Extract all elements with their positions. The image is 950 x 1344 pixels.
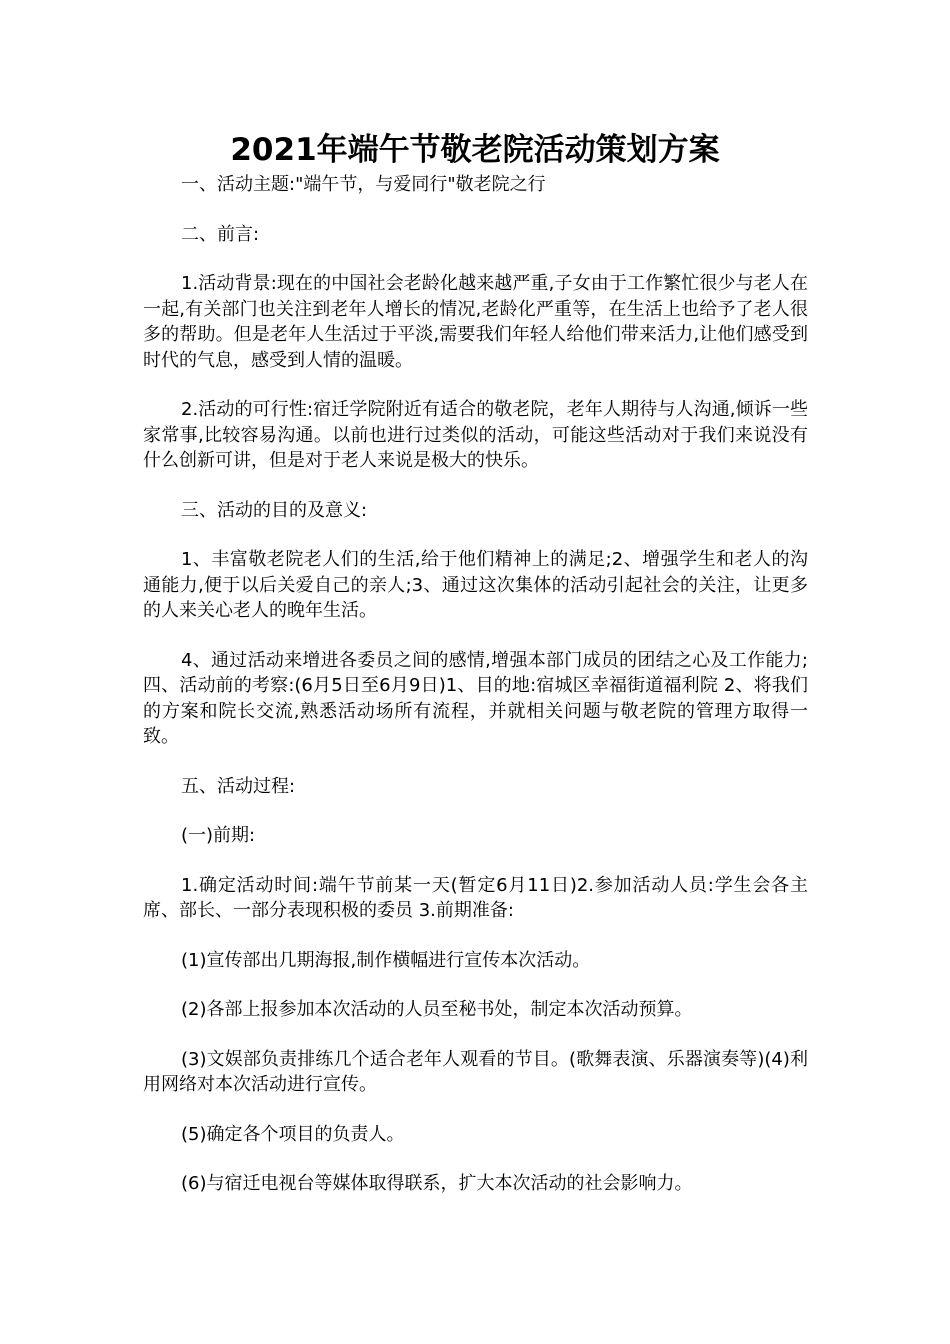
section-preface-heading: 二、前言: (181, 223, 260, 245)
section-theme: 一、活动主题:"端午节，与爱同行"敬老院之行 (181, 174, 546, 195)
paragraph-background: 1.活动背景:现在的中国社会老龄化越来越严重,子女由于工作繁忙很少与老人在一起,有关部门也关注到老年人增长的情况,老龄化严重等，在生活上也给予了老人很多的帮助。但是老年人生活过于平淡,需要我们年轻人给他们带来活力,让他们感受到时代的气息，感受到人情的温暖。 (143, 273, 808, 371)
list-item-media: (6)与宿迁电视台等媒体取得联系，扩大本次活动的社会影响力。 (181, 1173, 693, 1194)
paragraph-purpose: 1、丰富敬老院老人们的生活,给于他们精神上的满足;2、增强学生和老人的沟通能力,便于以后关爱自己的亲人;3、通过这次集体的活动引起社会的关注，让更多的人来关心老人的晚年生活。 (143, 549, 808, 621)
paragraph-inspection: 4、通过活动来增进各委员之间的感情,增强本部门成员的团结之心及工作能力;四、活动前的考察:(6月5日至6月9日)1、目的地:宿城区幸福街道福利院 2、将我们的方案和院长交流,熟悉活动场所有流程，并就相关问题与敬老院的管理方取得一致。 (143, 649, 808, 747)
document-title: 2021年端午节敬老院活动策划方案 (230, 132, 720, 168)
subsection-early-heading: (一)前期: (181, 825, 256, 846)
paragraph-feasibility: 2.活动的可行性:宿迁学院附近有适合的敬老院，老年人期待与人沟通,倾诉一些家常事,比较容易沟通。以前也进行过类似的活动，可能这些活动对于我们来说没有什么创新可讲，但是对于老人来说是极大的快乐。 (143, 399, 808, 471)
list-item-publicity: (1)宣传部出几期海报,制作横幅进行宣传本次活动。 (181, 949, 591, 971)
section-process-heading: 五、活动过程: (181, 775, 296, 797)
list-item-performance: (3)文娱部负责排练几个适合老年人观看的节目。(歌舞表演、乐器演奏等)(4)利用网络对本次活动进行宣传。 (143, 1048, 808, 1095)
section-purpose-heading: 三、活动的目的及意义: (181, 499, 368, 521)
list-item-budget: (2)各部上报参加本次活动的人员至秘书处，制定本次活动预算。 (181, 999, 693, 1020)
list-item-responsible: (5)确定各个项目的负责人。 (181, 1123, 405, 1145)
paragraph-time-and-staff: 1.确定活动时间:端午节前某一天(暂定6月11日)2.参加活动人员:学生会各主席、部长、一部分表现积极的委员 3.前期准备: (143, 874, 808, 921)
document-body (143, 172, 808, 1221)
